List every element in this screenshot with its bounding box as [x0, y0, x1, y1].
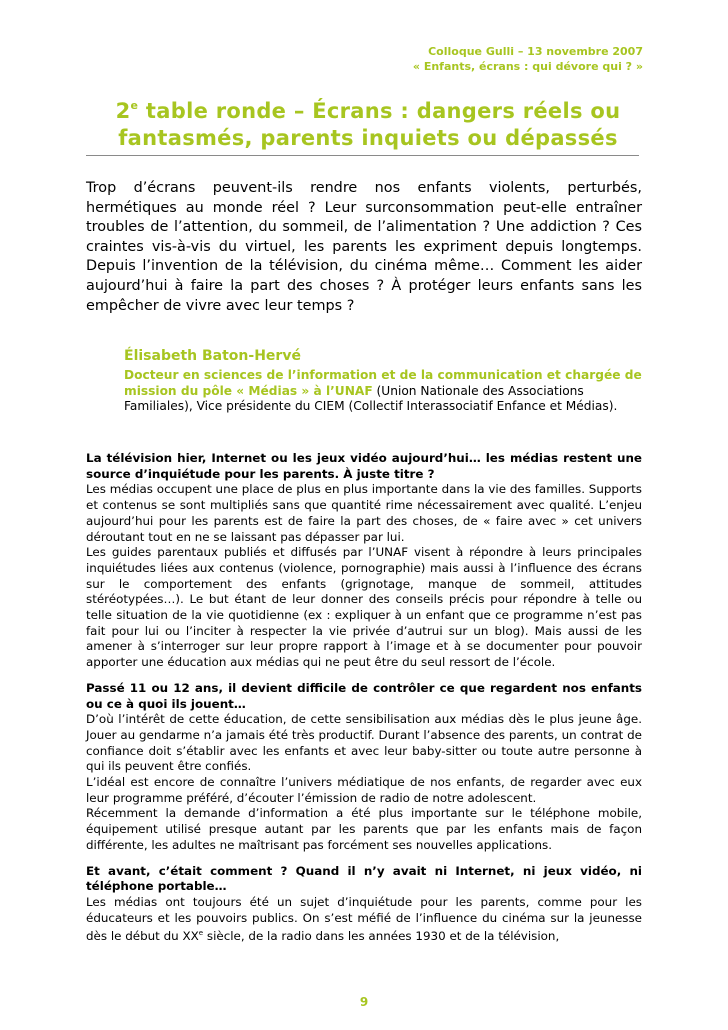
question-3: Et avant, c’était comment ? Quand il n’y avait ni Internet, ni jeux vidéo, ni téléphone portable…	[86, 863, 642, 894]
speaker-details: (Union Nationale des Associations Familiales), Vice présidente du CIEM (Collectif Interassociatif Enfance et Médias).	[124, 383, 618, 414]
interview-body	[86, 451, 642, 945]
title-line-2: fantasmés, parents inquiets ou dépassés	[118, 126, 618, 150]
answer-1-paragraph-2: Les guides parentaux publiés et diffusés par l’UNAF visent à répondre à leurs principales inquiétudes liées aux contenus (violence, pornographie) mais aussi à l’influence des écrans sur le comportement des enfants (grignotage, manque de sommeil, attitudes stéréotypées…). Le but étant de leur donner des conseils précis pour répondre à telle ou telle situation de la vie quotidienne (ex : expliquer à un enfant que ce programme n’est pas fait pour lui ou l’inciter à respecter la vie privée d’autrui sur un blog). Mais aussi de les amener à s’interroger sur leur propre rapport à l’image et à se documenter pour pouvoir apporter une éducation aux médias qui ne peut être du seul ressort de l’école.	[86, 545, 642, 670]
speaker-bio	[124, 368, 644, 415]
answer-1-paragraph-1: Les médias occupent une place de plus en plus importante dans la vie des familles. Supports et contenus se sont multipliés sans que quantité rime nécessairement avec qualité. L’enjeu aujourd’hui pour les parents est de faire la part des choses, de « faire avec » cet univers déroutant tout en ne se laissant pas dépasser par lui.	[86, 482, 642, 544]
header-theme-line: « Enfants, écrans : qui dévore qui ? »	[412, 60, 643, 73]
intro-paragraph: Trop d’écrans peuvent-ils rendre nos enfants violents, perturbés, hermétiques au monde réel ? Leur surconsommation peut-elle entraîner troubles de l’attention, du sommeil, de l’alimentation ? Une addiction ? Ces craintes vis-à-vis du virtuel, les parents les expriment depuis longtemps. Depuis l’invention de la télévision, du cinéma même… Comment les aider aujourd’hui à faire la part des choses ? À protéger leurs enfants sans les empêcher de vivre avec leur temps ?	[86, 180, 642, 314]
speaker-name: Élisabeth Baton-Hervé	[124, 348, 301, 364]
section-spacer	[86, 854, 642, 864]
page-number: 9	[359, 995, 369, 1009]
question-1: La télévision hier, Internet ou les jeux vidéo aujourd’hui… les médias restent une source d’inquiétude pour les parents. À juste titre ?	[86, 451, 642, 481]
header-event-line: Colloque Gulli – 13 novembre 2007	[428, 45, 643, 58]
title-line-1	[88, 92, 648, 125]
answer-3-paragraph-1	[86, 895, 642, 945]
answer-3-text-end: siècle, de la radio dans les années 1930 et de la télévision,	[203, 929, 560, 944]
section-spacer	[86, 671, 642, 681]
title-number: 2	[115, 99, 131, 123]
title-divider	[86, 155, 639, 156]
speaker-role: Docteur en sciences de l’information et de la communication et chargée de mission du pôle « Médias » à l’UNAF	[124, 368, 642, 398]
section-title	[88, 92, 648, 152]
century-superscript: e	[198, 929, 204, 938]
title-superscript: e	[130, 99, 139, 112]
question-2: Passé 11 ou 12 ans, il devient difficile de contrôler ce que regardent nos enfants ou ce à quoi ils jouent…	[86, 680, 642, 711]
running-header	[413, 44, 643, 74]
answer-2-paragraph-1: D’où l’intérêt de cette éducation, de cette sensibilisation aux médias dès le plus jeune âge. Jouer au gendarme n’a jamais été très productif. Durant l’absence des parents, un contrat de confiance doit s’établir avec les enfants et avec leur baby-sitter ou toute autre personne à qui ils peuvent être confiés.	[86, 712, 642, 774]
title-line-1-text: table ronde – Écrans : dangers réels ou	[138, 99, 621, 123]
answer-2-paragraph-2: L’idéal est encore de connaître l’univers médiatique de nos enfants, de regarder avec eux leur programme préféré, d’écouter l’émission de radio de notre adolescent.	[86, 775, 642, 805]
answer-2-paragraph-3: Récemment la demande d’information a été plus importante sur le téléphone mobile, équipement utilisé presque autant par les parents que par les enfants mais de façon différente, les adultes ne maîtrisant pas forcément ses nouvelles applications.	[86, 806, 642, 852]
answer-3-text-start: Les médias ont toujours été un sujet d’inquiétude pour les parents, comme pour les éducateurs et les pouvoirs publics. On s’est méfié de l’influence du cinéma sur la jeunesse dès le début du XX	[86, 894, 642, 944]
speaker-block	[124, 347, 644, 415]
